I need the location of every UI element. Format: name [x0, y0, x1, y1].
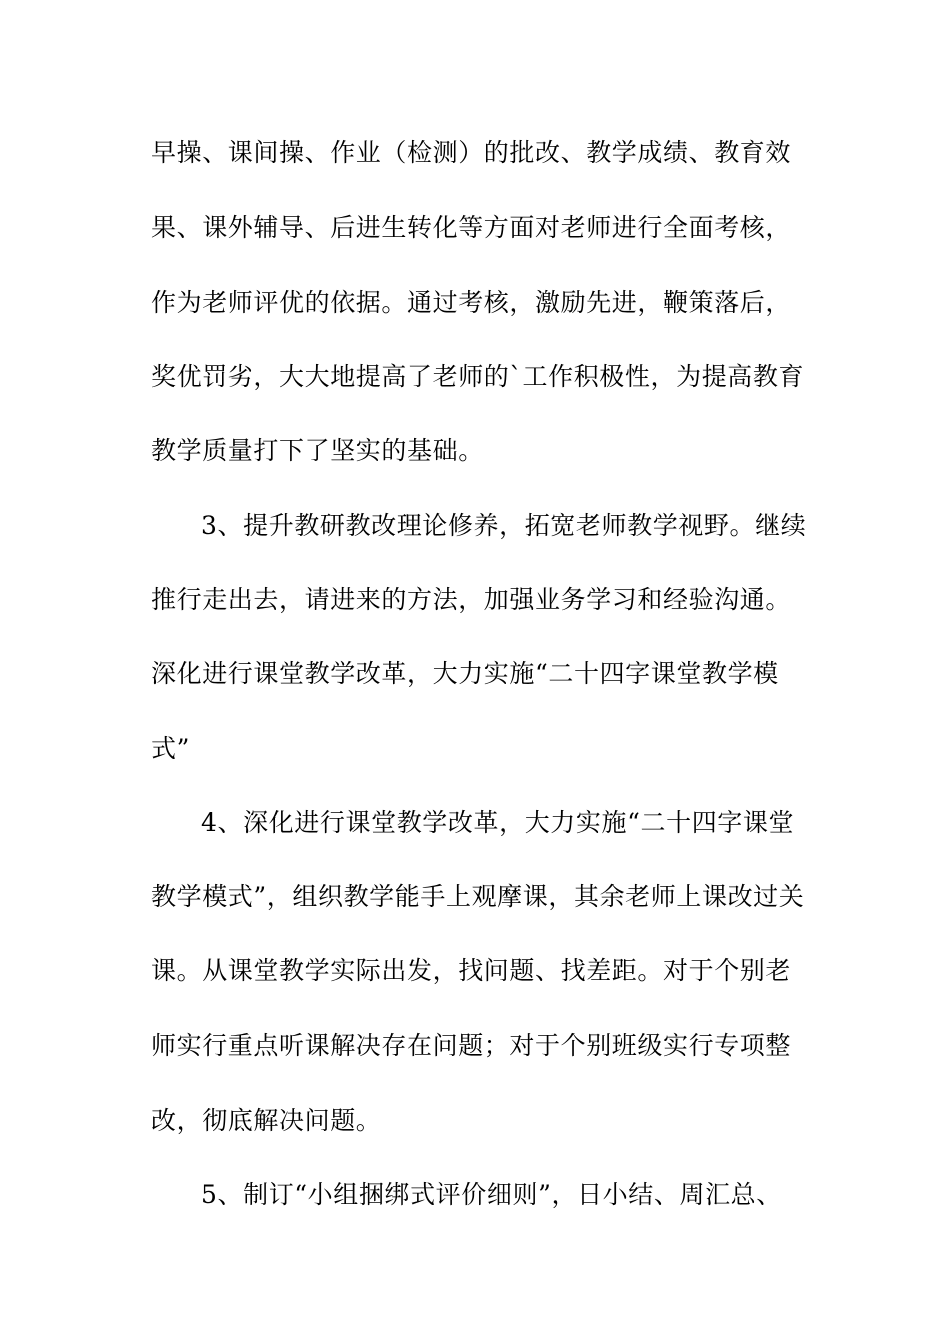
paragraph-line: 5、制订“小组捆绑式评价细则”，日小结、周汇总、	[201, 1180, 782, 1209]
paragraph-line: 教学模式”，组织教学能手上观摩课，其余老师上课改过关	[151, 882, 805, 911]
paragraph-line: 教学质量打下了坚实的基础。	[151, 436, 484, 465]
paragraph-line: 奖优罚劣，大大地提高了老师的`工作积极性，为提高教育	[151, 362, 805, 391]
paragraph-line: 作为老师评优的依据。通过考核，激励先进，鞭策落后，	[151, 288, 792, 317]
paragraph-line: 深化进行课堂教学改革，大力实施“二十四字课堂教学模	[151, 659, 779, 688]
paragraph-line: 式”	[151, 734, 190, 763]
paragraph-line: 早操、课间操、作业（检测）的批改、教学成绩、教育效	[151, 138, 792, 167]
paragraph-line: 改，彻底解决问题。	[151, 1106, 382, 1135]
paragraph-line: 推行走出去，请进来的方法，加强业务学习和经验沟通。	[151, 585, 792, 614]
paragraph-line: 师实行重点听课解决存在问题；对于个别班级实行专项整	[151, 1031, 792, 1060]
paragraph-line: 课。从课堂教学实际出发，找问题、找差距。对于个别老	[151, 956, 792, 985]
paragraph-line: 3、提升教研教改理论修养，拓宽老师教学视野。继续	[201, 511, 807, 540]
paragraph-line: 果、课外辅导、后进生转化等方面对老师进行全面考核，	[151, 213, 792, 242]
paragraph-line: 4、深化进行课堂教学改革，大力实施“二十四字课堂	[201, 808, 795, 837]
